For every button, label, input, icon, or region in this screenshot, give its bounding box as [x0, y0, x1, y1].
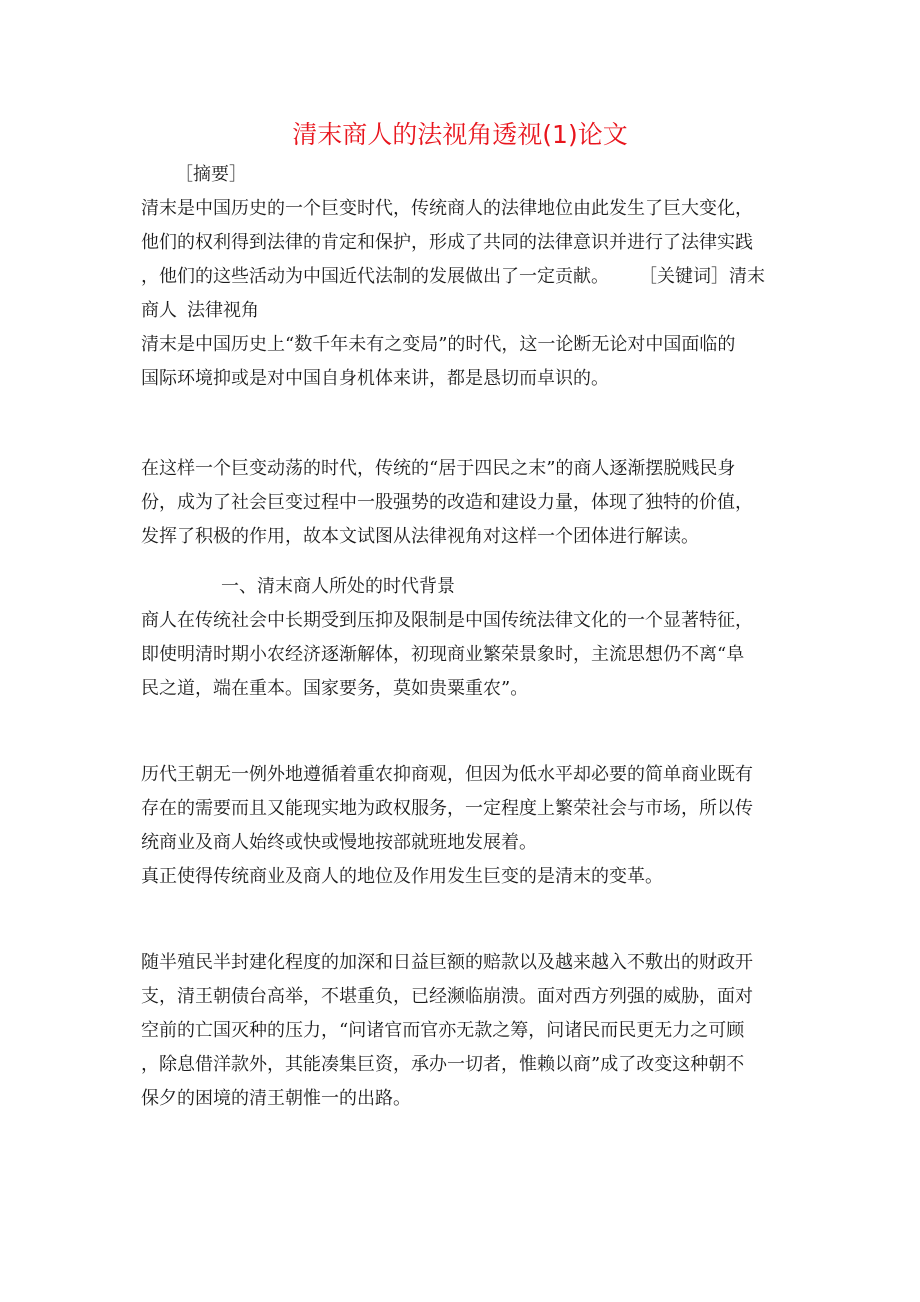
abstract-text: [141, 192, 781, 328]
keyword: 商人: [141, 300, 177, 321]
paragraph-line: 即使明清时期小农经济逐渐解体，初现商业繁荣景象时，主流思想仍不离“阜: [141, 644, 745, 665]
paragraph: [141, 946, 781, 1116]
abstract-label: ［摘要］: [175, 164, 247, 185]
document-title: 清末商人的法视角透视(1)论文: [292, 120, 628, 149]
paragraph-line: 商人在传统社会中长期受到压抑及限制是中国传统法律文化的一个显著特征，: [141, 610, 753, 631]
paragraph-line: 在这样一个巨变动荡的时代，传统的“居于四民之末”的商人逐渐摆脱贱民身: [141, 458, 736, 479]
paragraph-line: 空前的亡国灭种的压力，“问诸官而官亦无款之筹，问诸民而民更无力之可顾: [141, 1020, 745, 1041]
paragraph-line: 国际环境抑或是对中国自身机体来讲，都是恳切而卓识的。: [141, 368, 609, 389]
paragraph-line: 民之道，端在重本。国家要务，莫如贵粟重农”。: [141, 678, 529, 699]
paragraph-line: 存在的需要而且又能现实地为政权服务，一定程度上繁荣社会与市场，所以传: [141, 798, 753, 819]
paragraph-line: 份，成为了社会巨变过程中一股强势的改造和建设力量，体现了独特的价值，: [141, 492, 753, 513]
keywords-line: [141, 294, 781, 328]
paragraph: [141, 328, 781, 396]
abstract-line-with-keywords: [141, 260, 781, 294]
paragraph-line: 支，清王朝债台高举，不堪重负，已经濒临崩溃。面对西方列强的威胁，面对: [141, 986, 753, 1007]
paragraph-line: 发挥了积极的作用，故本文试图从法律视角对这样一个团体进行解读。: [141, 526, 699, 547]
paragraph-line: ，除息借洋款外，其能凑集巨资，承办一切者，惟赖以商”成了改变这种朝不: [141, 1054, 745, 1075]
keyword: 清末: [729, 266, 765, 287]
abstract-label-block: [141, 158, 781, 192]
section-heading: 一、清末商人所处的时代背景: [221, 576, 455, 597]
keywords-label: ［关键词］: [639, 266, 729, 287]
paragraph-line: 清末是中国历史上“数千年未有之变局”的时代，这一论断无论对中国面临的: [141, 334, 736, 355]
keyword: 法律视角: [187, 300, 259, 321]
abstract-line: 清末是中国历史的一个巨变时代，传统商人的法律地位由此发生了巨大变化，: [141, 198, 753, 219]
paragraph-line: 真正使得传统商业及商人的地位及作用发生巨变的是清末的变革。: [141, 866, 663, 887]
paragraph: [141, 758, 781, 894]
section-heading-block: [141, 570, 781, 604]
paragraph-line: 统商业及商人始终或快或慢地按部就班地发展着。: [141, 832, 537, 853]
paragraph-line: 随半殖民半封建化程度的加深和日益巨额的赔款以及越来越入不敷出的财政开: [141, 952, 753, 973]
paragraph-line: 历代王朝无一例外地遵循着重农抑商观，但因为低水平却必要的简单商业既有: [141, 764, 753, 785]
paragraph-line: 保夕的困境的清王朝惟一的出路。: [141, 1088, 411, 1109]
paragraph: [141, 604, 781, 706]
paragraph: [141, 452, 781, 554]
abstract-line: 他们的权利得到法律的肯定和保护，形成了共同的法律意识并进行了法律实践: [141, 232, 753, 253]
abstract-line: ，他们的这些活动为中国近代法制的发展做出了一定贡献。: [141, 266, 609, 287]
